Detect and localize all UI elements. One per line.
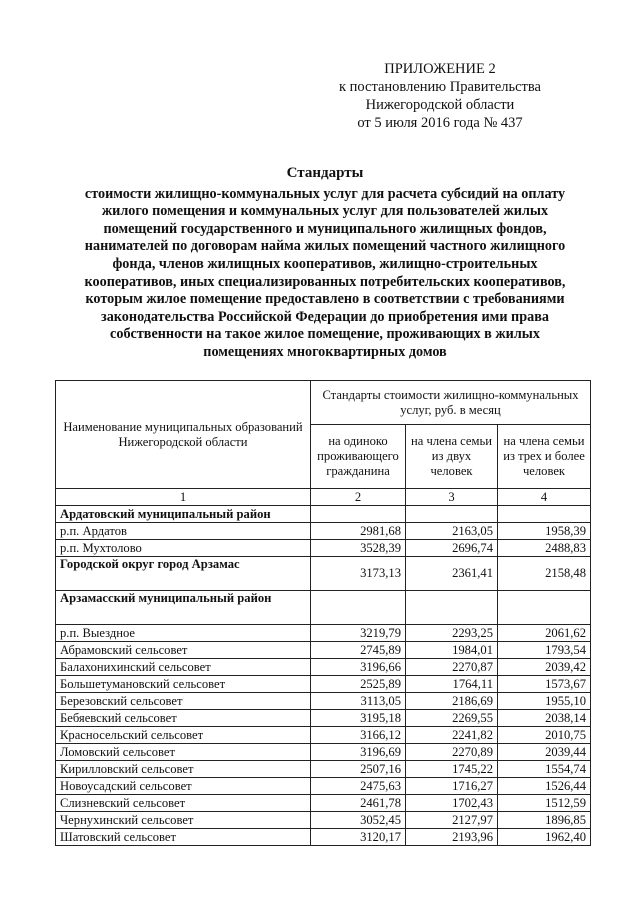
table-row	[56, 659, 591, 676]
title-line: фонда, членов жилищных кооперативов, жилищно-строительных	[112, 255, 538, 272]
row-value-single: 3052,45	[311, 812, 406, 829]
row-value-single: 3166,12	[311, 727, 406, 744]
appendix-block	[330, 60, 550, 132]
header-three-plus: на члена семьи из трех и более человек	[498, 425, 591, 489]
row-value-two	[406, 591, 498, 625]
row-name: Березовский сельсовет	[56, 693, 311, 710]
row-value-three: 2488,83	[498, 540, 591, 557]
row-value-two: 2270,87	[406, 659, 498, 676]
row-value-three: 1955,10	[498, 693, 591, 710]
table-row	[56, 523, 591, 540]
row-value-three: 1962,40	[498, 829, 591, 846]
table-row	[56, 540, 591, 557]
title-line: нанимателей по договорам найма жилых помещений частного жилищного	[84, 238, 566, 255]
table-row	[56, 795, 591, 812]
table-row	[56, 642, 591, 659]
table-row	[56, 829, 591, 846]
row-value-three: 1512,59	[498, 795, 591, 812]
table-row-group	[56, 506, 591, 523]
row-value-two: 2361,41	[406, 557, 498, 591]
row-value-three: 2038,14	[498, 710, 591, 727]
row-value-single: 3219,79	[311, 625, 406, 642]
row-value-single: 3196,66	[311, 659, 406, 676]
appendix-ref-line: Нижегородской области	[365, 97, 515, 113]
table-row	[56, 625, 591, 642]
row-value-three: 1896,85	[498, 812, 591, 829]
row-value-two: 1764,11	[406, 676, 498, 693]
row-value-three: 1958,39	[498, 523, 591, 540]
row-value-three: 2010,75	[498, 727, 591, 744]
row-value-three: 1526,44	[498, 778, 591, 795]
row-value-single: 3528,39	[311, 540, 406, 557]
row-value-single: 3195,18	[311, 710, 406, 727]
table-row	[56, 744, 591, 761]
row-value-single: 2475,63	[311, 778, 406, 795]
row-value-single: 3173,13	[311, 557, 406, 591]
row-value-three: 2061,62	[498, 625, 591, 642]
title-line: кооперативов, иных специализированных потребительских кооперативов,	[84, 273, 566, 290]
row-name: р.п. Выездное	[56, 625, 311, 642]
row-name: Городской округ город Арзамас	[56, 557, 311, 591]
row-value-two: 2293,25	[406, 625, 498, 642]
document-title	[60, 165, 590, 362]
table-row	[56, 778, 591, 795]
table-row	[56, 727, 591, 744]
table-row	[56, 761, 591, 778]
row-name: Большетумановский сельсовет	[56, 676, 311, 693]
appendix-number: ПРИЛОЖЕНИЕ 2	[384, 61, 496, 77]
column-number: 1	[56, 489, 311, 506]
row-name: Шатовский сельсовет	[56, 829, 311, 846]
row-name: Новоусадский сельсовет	[56, 778, 311, 795]
row-value-single: 2461,78	[311, 795, 406, 812]
column-number: 3	[406, 489, 498, 506]
header-single: на одиноко проживающего гражданина	[311, 425, 406, 489]
appendix-date-line: от 5 июля 2016 года № 437	[357, 115, 523, 131]
row-value-two: 2193,96	[406, 829, 498, 846]
row-value-three: 1793,54	[498, 642, 591, 659]
row-value-two: 1984,01	[406, 642, 498, 659]
row-value-two: 2163,05	[406, 523, 498, 540]
row-value-single	[311, 506, 406, 523]
header-standards-group: Стандарты стоимости жилищно-коммунальных услуг, руб. в месяц	[311, 381, 591, 425]
row-value-single: 2745,89	[311, 642, 406, 659]
row-value-single	[311, 591, 406, 625]
row-name: Бебяевский сельсовет	[56, 710, 311, 727]
row-name: р.п. Ардатов	[56, 523, 311, 540]
row-value-single: 3196,69	[311, 744, 406, 761]
row-value-single: 3113,05	[311, 693, 406, 710]
row-value-two: 1702,43	[406, 795, 498, 812]
header-municipality: Наименование муниципальных образований Нижегородской области	[56, 381, 311, 489]
row-value-three	[498, 506, 591, 523]
row-name: Красносельский сельсовет	[56, 727, 311, 744]
title-line: которым жилое помещение предоставлено в соответствии с требованиями	[85, 291, 565, 308]
table-row-group	[56, 591, 591, 625]
row-name: Абрамовский сельсовет	[56, 642, 311, 659]
column-number: 2	[311, 489, 406, 506]
row-value-two: 2696,74	[406, 540, 498, 557]
row-value-two: 1745,22	[406, 761, 498, 778]
row-name: Чернухинский сельсовет	[56, 812, 311, 829]
title-line: помещениях многоквартирных домов	[203, 343, 447, 360]
row-value-three: 2039,42	[498, 659, 591, 676]
row-value-two: 2241,82	[406, 727, 498, 744]
table-row	[56, 710, 591, 727]
row-value-three	[498, 591, 591, 625]
title-line: стоимости жилищно-коммунальных услуг для расчета субсидий на оплату	[84, 185, 566, 202]
title-line: помещений государственного и муниципального жилищных фондов,	[103, 220, 547, 237]
row-value-two: 1716,27	[406, 778, 498, 795]
row-value-single: 3120,17	[311, 829, 406, 846]
row-value-two: 2127,97	[406, 812, 498, 829]
column-number: 4	[498, 489, 591, 506]
row-name: Ардатовский муниципальный район	[56, 506, 311, 523]
title-heading: Стандарты	[286, 165, 364, 181]
row-value-three: 2039,44	[498, 744, 591, 761]
row-value-two: 2270,89	[406, 744, 498, 761]
row-value-three: 1554,74	[498, 761, 591, 778]
table-row	[56, 676, 591, 693]
table-row-group	[56, 557, 591, 591]
row-value-three: 1573,67	[498, 676, 591, 693]
row-value-two: 2269,55	[406, 710, 498, 727]
row-name: Кирилловский сельсовет	[56, 761, 311, 778]
row-name: Слизневский сельсовет	[56, 795, 311, 812]
row-value-single: 2981,68	[311, 523, 406, 540]
table-row	[56, 693, 591, 710]
row-value-two: 2186,69	[406, 693, 498, 710]
standards-table	[55, 380, 591, 846]
row-value-single: 2507,16	[311, 761, 406, 778]
row-name: Балахонихинский сельсовет	[56, 659, 311, 676]
row-name: Ломовский сельсовет	[56, 744, 311, 761]
table-row	[56, 812, 591, 829]
title-line: собственности на такое жилое помещение, проживающих в жилых	[110, 326, 540, 343]
header-two-persons: на члена семьи из двух человек	[406, 425, 498, 489]
row-value-single: 2525,89	[311, 676, 406, 693]
title-line: жилого помещения и коммунальных услуг для пользователей жилых	[101, 203, 549, 220]
row-value-two	[406, 506, 498, 523]
row-value-three: 2158,48	[498, 557, 591, 591]
row-name: р.п. Мухтолово	[56, 540, 311, 557]
title-line: законодательства Российской Федерации до приобретения ими права	[101, 308, 549, 325]
row-name: Арзамасский муниципальный район	[56, 591, 311, 625]
appendix-ref-line: к постановлению Правительства	[339, 79, 541, 95]
